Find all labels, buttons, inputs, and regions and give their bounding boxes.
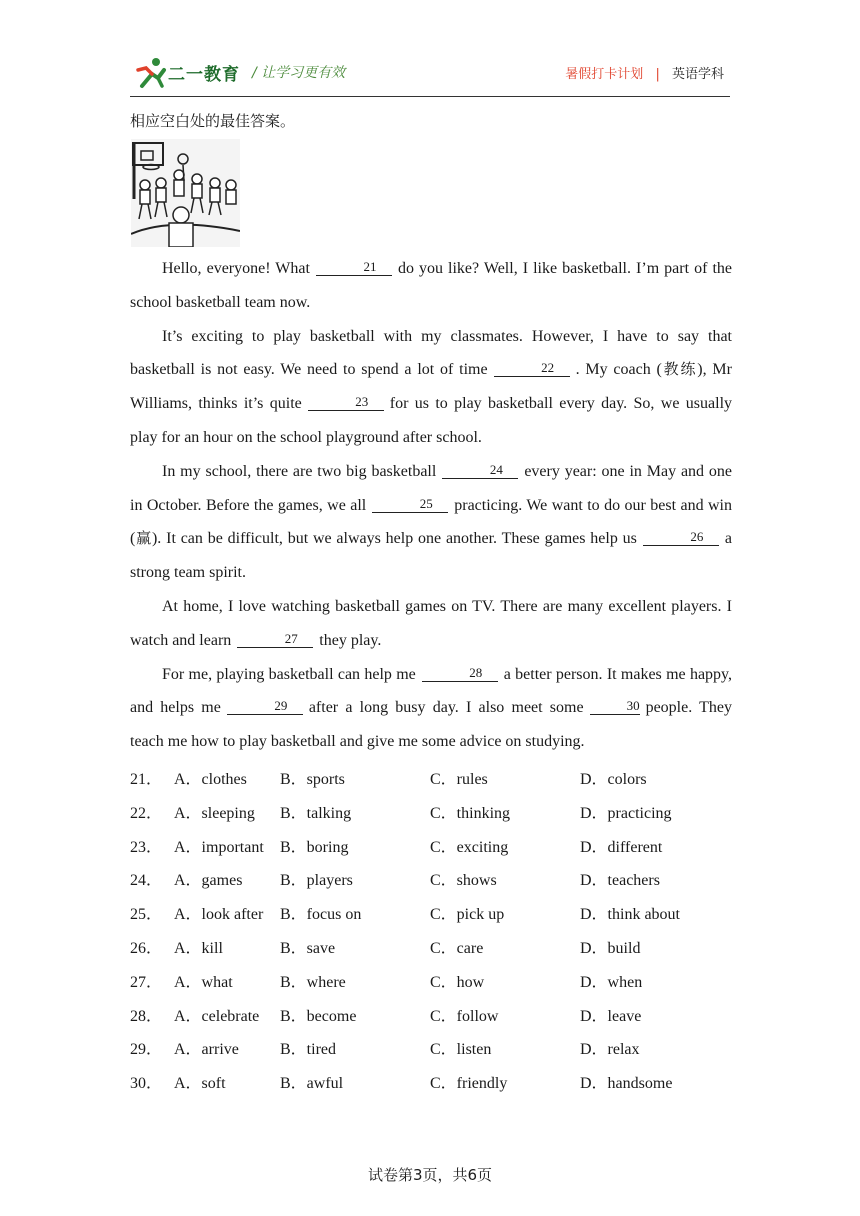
option-row (130, 895, 732, 929)
option-d[interactable]: D．teachers (580, 872, 660, 890)
page-header (130, 56, 730, 96)
option-row (130, 997, 732, 1031)
p2-text: . My coach ( (575, 361, 662, 379)
option-row (130, 963, 732, 997)
option-c[interactable]: C．thinking (430, 804, 511, 822)
question-number: 28． (130, 1007, 163, 1025)
slogan: / 让学习更有效 (252, 65, 346, 81)
option-row (130, 1030, 732, 1064)
option-d[interactable]: D．when (580, 973, 643, 991)
cloze-passage (130, 252, 732, 759)
option-a[interactable]: A．look after (174, 906, 264, 924)
coach-chinese: 教练 (661, 360, 698, 379)
question-number: 26． (130, 939, 163, 957)
option-c[interactable]: C．shows (430, 872, 497, 890)
blank-28: 28 (422, 665, 498, 682)
question-number: 22． (130, 804, 163, 822)
subject-label: 英语学科 (671, 67, 724, 82)
intro-text: 相应空白处的最佳答案。 (130, 112, 296, 130)
question-number: 29． (130, 1041, 163, 1059)
p5-text: a better person. It makes me happy, and helps me (130, 665, 733, 717)
option-row (130, 1064, 732, 1098)
blank-26: 26 (643, 529, 719, 546)
paragraph-3 (130, 455, 732, 590)
p1-text: Hello, everyone! What (162, 260, 310, 277)
logo-text: 二一教育 (168, 65, 240, 85)
blank-29: 29 (227, 698, 303, 715)
option-d[interactable]: D．handsome (580, 1075, 673, 1093)
paragraph-2 (130, 320, 732, 455)
header-right (565, 63, 724, 82)
option-b[interactable]: B．sports (280, 771, 345, 788)
option-row (130, 861, 732, 895)
option-row (130, 929, 732, 963)
question-number: 24． (130, 872, 163, 890)
option-d[interactable]: D．think about (580, 906, 680, 924)
option-c[interactable]: C．friendly (430, 1075, 508, 1093)
option-b[interactable]: B．tired (280, 1041, 336, 1059)
p2-text: It’s exciting to play basketball with my classmates. However, I have to say that basketball is not easy. We need to spend a lot of time (130, 327, 732, 379)
option-d[interactable]: D．leave (580, 1007, 642, 1025)
p2-text: for us to play basketball every day. So, we usually play for an hour on the school playground after school. (130, 395, 733, 446)
p2-text: ), Mr Williams, thinks it’s quite (130, 361, 732, 413)
blank-24: 24 (442, 462, 518, 479)
option-b[interactable]: B．boring (280, 838, 349, 856)
option-b[interactable]: B．focus on (280, 906, 362, 924)
question-number: 25． (130, 906, 163, 924)
option-d[interactable]: D．colors (580, 771, 647, 788)
option-b[interactable]: B．become (280, 1007, 357, 1025)
p3-text: In my school, there are two big basketball (162, 462, 437, 480)
p4-text: they play. (319, 631, 382, 649)
option-c[interactable]: C．follow (430, 1007, 499, 1025)
header-separator: | (655, 67, 660, 82)
question-number: 23． (130, 838, 163, 856)
option-b[interactable]: B．where (280, 973, 346, 991)
option-a[interactable]: A．sleeping (174, 804, 255, 822)
option-a[interactable]: A．games (174, 872, 243, 890)
question-number: 27． (130, 973, 163, 991)
option-c[interactable]: C．how (430, 973, 485, 991)
p4-text: At home, I love watching basketball games on TV. There are many excellent players. I watch and learn (130, 597, 732, 649)
p3-text: every year: one in May and one in October. Before the games, we all (130, 462, 732, 514)
blank-30: 30 (590, 698, 640, 715)
option-a[interactable]: A．soft (174, 1075, 226, 1093)
question-number: 21． (130, 771, 163, 788)
page-footer: 试卷第3页，共6页 (367, 1166, 493, 1184)
p3-text: ). It can be difficult, but we always help one another. These games help us (151, 530, 637, 548)
option-b[interactable]: B．talking (280, 804, 352, 822)
paragraph-4 (130, 590, 732, 658)
blank-22: 22 (494, 360, 570, 377)
blank-25: 25 (372, 496, 448, 513)
option-c[interactable]: C．listen (430, 1041, 492, 1059)
question-number: 30． (130, 1075, 163, 1093)
p3-text: practicing. We want to do our best and win ( (130, 496, 732, 548)
option-c[interactable]: C．care (430, 939, 484, 957)
p5-text: people. They teach me how to play basketball and give me some advice on studying. (130, 699, 732, 751)
option-d[interactable]: D．build (580, 939, 641, 957)
option-a[interactable]: A．arrive (174, 1041, 239, 1059)
blank-21: 21 (316, 259, 392, 276)
option-a[interactable]: A．clothes (174, 771, 247, 788)
option-c[interactable]: C．pick up (430, 906, 505, 924)
option-d[interactable]: D．different (580, 838, 663, 856)
blank-27: 27 (237, 631, 313, 648)
option-b[interactable]: B．save (280, 939, 336, 957)
option-b[interactable]: B．players (280, 872, 353, 890)
option-a[interactable]: A．important (174, 838, 264, 856)
option-row (130, 794, 732, 828)
option-c[interactable]: C．exciting (430, 838, 509, 856)
p3-text: a strong team spirit. (130, 530, 732, 582)
option-a[interactable]: A．celebrate (174, 1007, 260, 1025)
plan-label: 暑假打卡计划 (565, 67, 644, 82)
answer-options (130, 760, 732, 1098)
option-d[interactable]: D．practicing (580, 804, 672, 822)
p5-text: after a long busy day. I also meet some (308, 699, 584, 717)
win-chinese: 赢 (135, 529, 152, 548)
p5-text: For me, playing basketball can help me (162, 665, 416, 683)
p1-text: do you like? Well, I like basketball. I’m part of the school basketball team now. (130, 260, 732, 311)
paragraph-5 (130, 658, 732, 759)
option-d[interactable]: D．relax (580, 1041, 640, 1059)
option-a[interactable]: A．what (174, 973, 233, 991)
option-row (130, 828, 732, 862)
blank-23: 23 (308, 394, 384, 411)
basketball-players-illustration (131, 139, 240, 247)
paragraph-1 (130, 252, 732, 320)
option-a[interactable]: A．kill (174, 939, 223, 957)
option-b[interactable]: B．awful (280, 1075, 344, 1093)
option-c[interactable]: C．rules (430, 771, 488, 788)
header-divider (130, 96, 730, 97)
option-row (130, 760, 732, 794)
